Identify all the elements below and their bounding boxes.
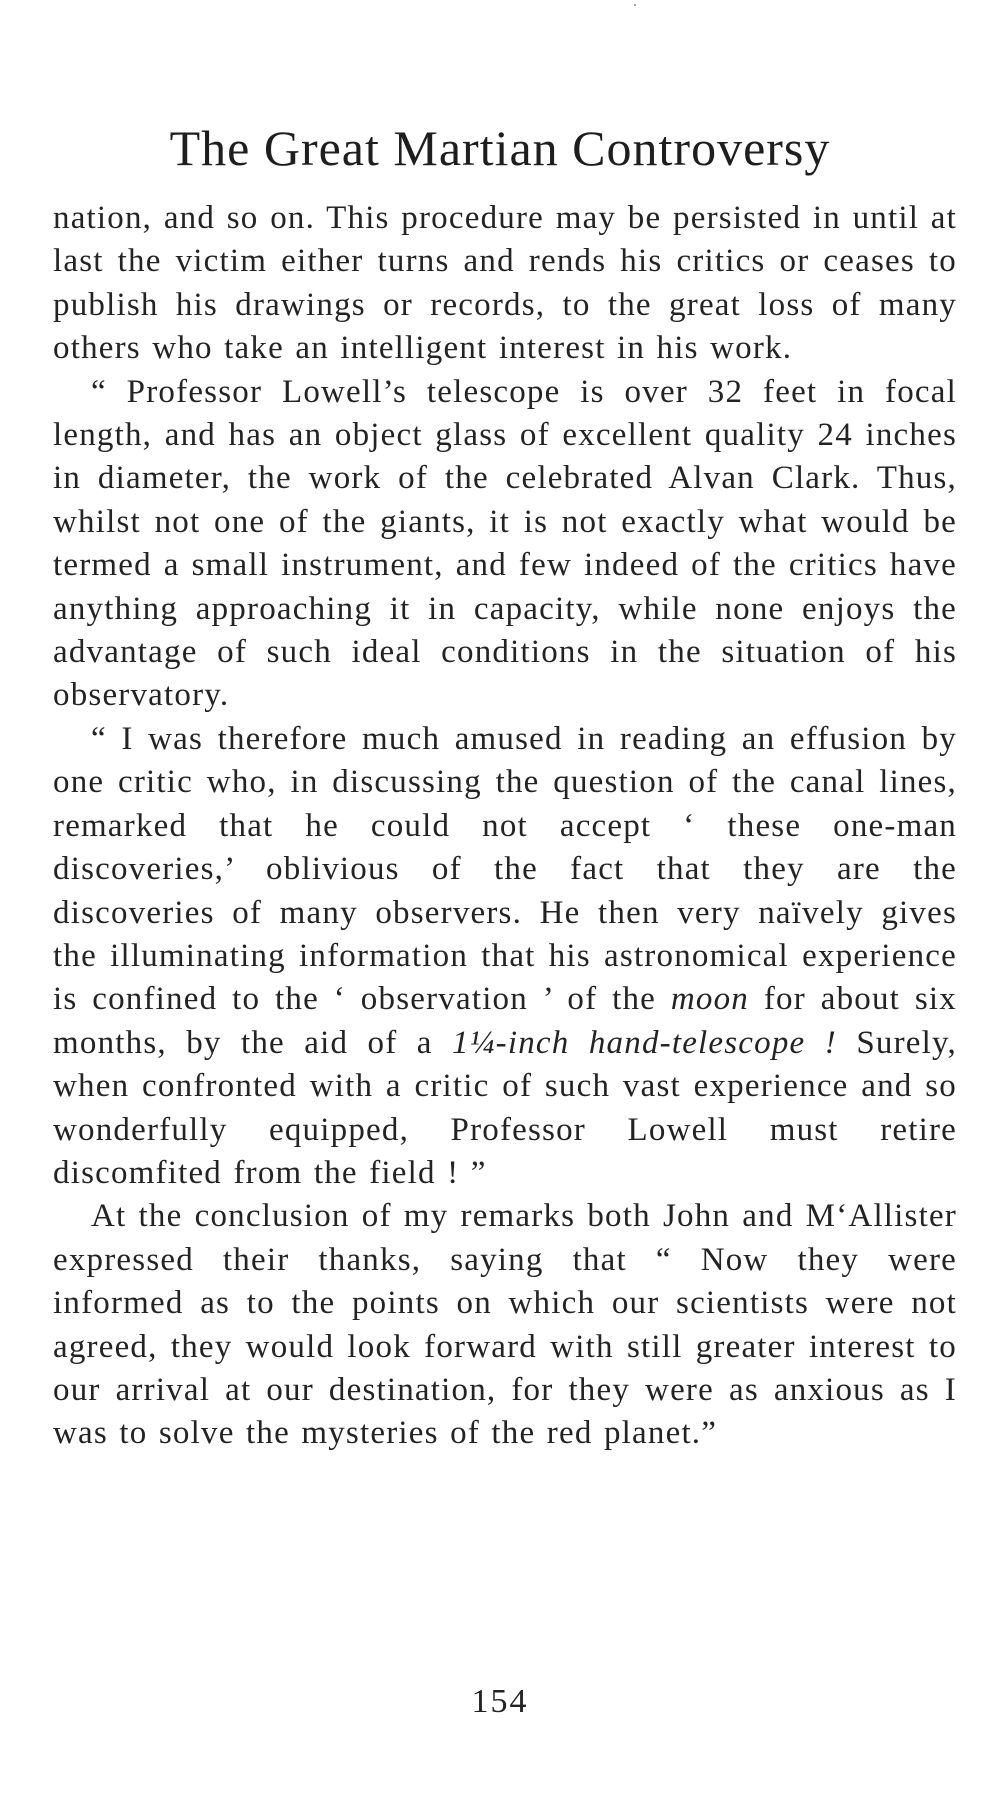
paragraph-3-text-b: for about six months, by the aid of a xyxy=(53,981,957,1061)
page-number: 154 xyxy=(471,1683,529,1720)
scan-speck xyxy=(634,4,636,6)
body-text xyxy=(53,197,957,1456)
paragraph-3 xyxy=(53,718,957,1195)
running-head-title: The Great Martian Controversy xyxy=(169,120,831,176)
paragraph-3-emphasis-telescope: 1¼-inch hand-telescope ! xyxy=(452,1024,837,1061)
paragraph-3-emphasis-moon: moon xyxy=(670,981,749,1018)
paragraph-2: “ Professor Lowell’s telescope is over 32 feet in focal length, and has an object glass of excellent quality 24 inches in diameter, the work of the celebrated Alvan Clark. Thus, whilst not one of the giants, it is not exactly what would be termed a small instrument, and few indeed of the critics have anything approaching it in capacity, while none enjoys the advantage of such ideal conditions in the situation of his observatory. xyxy=(53,373,957,714)
paragraph-4: At the conclusion of my remarks both John and M‘Allister expressed their thanks, saying that “ Now they were informed as to the points on which our scientists were not agreed, they would look forward with still greater interest to our arrival at our destination, for they were as anxious as I was to solve the mysteries of the red planet.” xyxy=(53,1198,957,1452)
paragraph-3-text-c: Surely, when confronted with a critic of such vast experience and so wonderfully equipped, Professor Lowell must retire discomfited from the field ! ” xyxy=(53,1024,957,1191)
paragraph-1: nation, and so on. This procedure may be persisted in until at last the victim either turns and rends his critics or ceases to publish his drawings or records, to the great loss of many others who take an intelligent interest in his work. xyxy=(53,200,957,367)
paragraph-3-text-a: “ I was therefore much amused in reading an effusion by one critic who, in discussing the question of the canal lines, remarked that he could not accept ‘ these one-man discoveries,’ oblivious of the fact that they are the discoveries of many observers. He then very naïvely gives the illuminating information that his astronomical experience is confined to the ‘ observation ’ of the xyxy=(53,720,957,1018)
